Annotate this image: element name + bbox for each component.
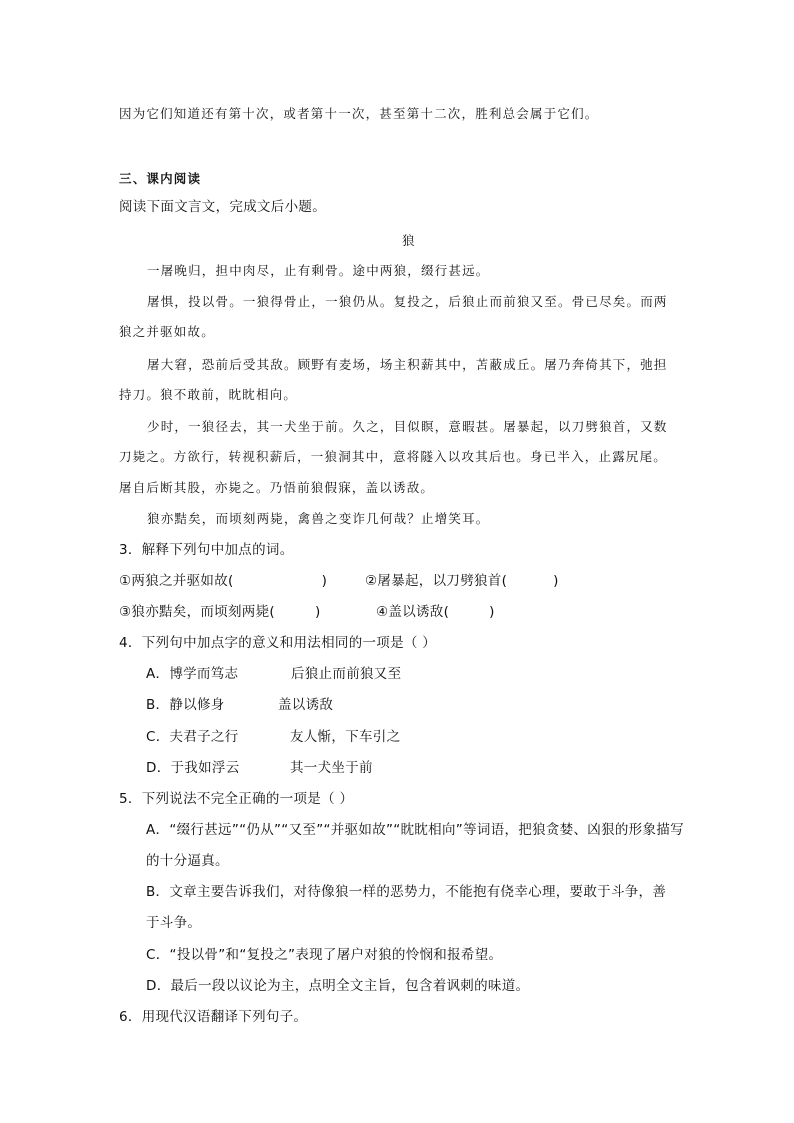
question-5-option-a: A．“缀行甚远”“仍从”“又至”“并驱如故”“眈眈相向”等词语，把狼贪婪、凶狠的形象描写 [146, 822, 684, 838]
question-4-option-c-pair: 友人惭，下车引之 [290, 729, 401, 745]
question-4-stem: 4．下列句中加点字的意义和用法相同的一项是（ ） [119, 635, 437, 651]
question-3-stem: 3．解释下列句中加点的词。 [119, 542, 294, 558]
question-4-option-c: C．夫君子之行 [146, 729, 239, 745]
passage-line: 狼之并驱如故。 [119, 324, 215, 339]
passage-line: 屠大窘，恐前后受其敌。顾野有麦场，场主积薪其中，苫蔽成丘。屠乃奔倚其下，弛担 [147, 357, 668, 372]
passage-line: 少时，一狼径去，其一犬坐于前。久之，目似瞑，意暇甚。屠暴起，以刀劈狼首，又数 [147, 419, 668, 434]
passage-line: 一屠晚归，担中肉尽，止有剩骨。途中两狼，缀行甚远。 [147, 263, 490, 278]
passage-title: 狼 [402, 233, 416, 248]
question-5-stem: 5．下列说法不完全正确的一项是（ ） [119, 791, 354, 807]
question-3-item-3: ③狼亦黠矣，而顷刻两毙( ) [119, 604, 321, 620]
question-5-option-c: C．“投以骨”和“复投之”表现了屠户对狼的怜悯和报希望。 [146, 947, 503, 963]
passage-line: 屠惧，投以骨。一狼得骨止，一狼仍从。复投之，后狼止而前狼又至。骨已尽矣。而两 [147, 294, 668, 309]
passage-line: 狼亦黠矣，而顷刻两毙，禽兽之变诈几何哉？止增笑耳。 [147, 511, 490, 526]
question-5-option-b: B．文章主要告诉我们，对待像狼一样的恶势力，不能抱有侥幸心理，要敢于斗争，善 [146, 884, 667, 900]
section-instruction: 阅读下面文言文，完成文后小题。 [119, 199, 326, 215]
question-5-option-b-cont: 于斗争。 [146, 915, 202, 931]
passage-line: 刀毙之。方欲行，转视积薪后，一狼洞其中，意将隧入以攻其后也。身已半入，止露尻尾。 [119, 449, 668, 464]
question-5-option-d: D．最后一段以议论为主，点明全文主旨，包含着讽刺的味道。 [146, 978, 530, 994]
question-4-option-a-pair: 后狼止而前狼又至 [291, 666, 402, 682]
question-5-option-a-cont: 的十分逼真。 [146, 853, 229, 869]
question-3-item-2: ②屠暴起，以刀劈狼首( ) [365, 573, 559, 589]
question-4-option-a: A．博学而笃志 [146, 666, 239, 682]
question-4-option-b: B．静以修身 [146, 697, 225, 713]
question-4-option-d: D．于我如浮云 [146, 760, 240, 776]
question-6-stem: 6．用现代汉语翻译下列句子。 [119, 1009, 308, 1025]
question-3-item-4: ④盖以诱敌( ) [376, 604, 495, 620]
section-heading: 三、课内阅读 [119, 171, 202, 186]
continuation-text: 因为它们知道还有第十次，或者第十一次，甚至第十二次，胜利总会属于它们。 [119, 106, 599, 121]
question-3-item-1: ①两狼之并驱如故( ) [119, 573, 328, 589]
question-4-option-b-pair: 盖以诱敌 [278, 697, 334, 713]
question-4-option-d-pair: 其一犬坐于前 [290, 760, 373, 776]
passage-line: 持刀。狼不敢前，眈眈相向。 [119, 387, 298, 402]
passage-line: 屠自后断其股，亦毙之。乃悟前狼假寐，盖以诱敌。 [119, 480, 435, 495]
